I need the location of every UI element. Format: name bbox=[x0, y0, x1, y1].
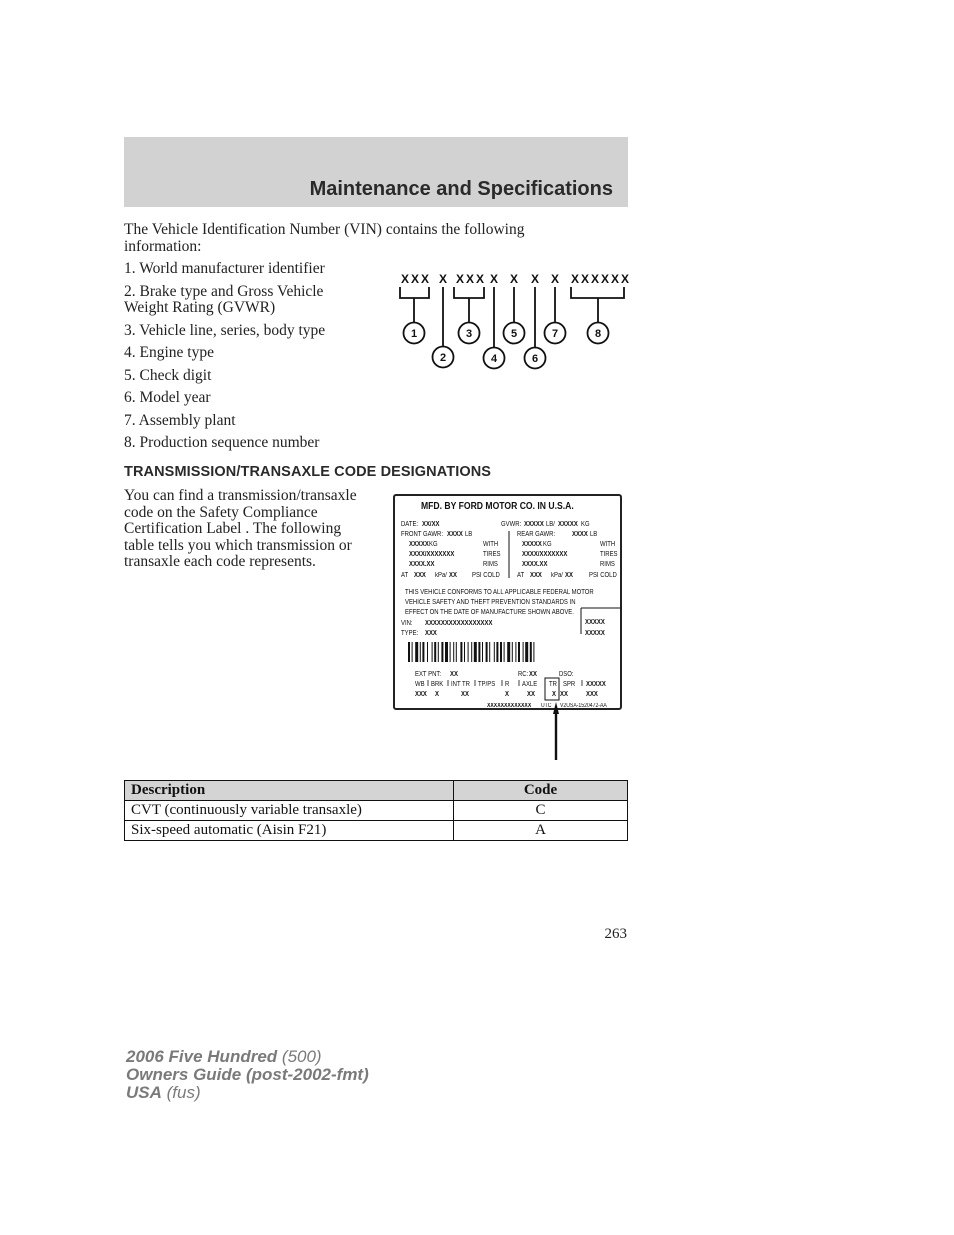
column-header-description: Description bbox=[125, 781, 454, 801]
list-item: 5. Check digit bbox=[124, 366, 212, 384]
label-value: XX bbox=[449, 572, 457, 579]
label-value: XX bbox=[450, 671, 458, 678]
table-row bbox=[125, 801, 628, 821]
vin-diagram bbox=[392, 268, 632, 372]
label-text: AT bbox=[517, 572, 525, 579]
label-code-header: WB bbox=[415, 681, 425, 688]
label-gvwr-value: XXXXX bbox=[558, 521, 578, 528]
label-text: RIMS bbox=[600, 561, 615, 568]
label-code-value: XX bbox=[527, 691, 535, 698]
vin-segment: XXXXXX bbox=[571, 272, 632, 286]
label-code-header: TP/PS bbox=[478, 681, 496, 688]
footer-line bbox=[126, 1084, 369, 1102]
footer-guide: Owners Guide (post-2002-fmt) bbox=[126, 1065, 369, 1084]
table-cell-code: C bbox=[454, 801, 628, 821]
label-code-value: XXX bbox=[586, 691, 598, 698]
list-item: 8. Production sequence number bbox=[124, 434, 320, 451]
callout-number: 8 bbox=[594, 328, 602, 340]
label-gvwr-value: XXXXX bbox=[524, 521, 544, 528]
label-unit: KG bbox=[581, 521, 590, 528]
label-unit: kPa/ bbox=[435, 572, 447, 579]
label-code-value: X bbox=[552, 691, 556, 698]
label-type: TYPE: bbox=[401, 630, 419, 637]
list-item: 4. Engine type bbox=[124, 344, 214, 361]
label-code-header: INT TR bbox=[451, 681, 470, 688]
label-ext-paint: EXT PNT: bbox=[415, 671, 442, 678]
label-unit: KG bbox=[543, 541, 552, 548]
label-unit: LB bbox=[590, 531, 598, 538]
callout-number: 7 bbox=[551, 328, 559, 340]
footer-market: USA bbox=[126, 1083, 162, 1102]
vin-segment: XXX bbox=[401, 272, 432, 286]
label-code-header: BRK bbox=[431, 681, 444, 688]
label-tire-size: XXXX/XXXXXXX bbox=[409, 551, 455, 558]
table-cell-description: CVT (continuously variable transaxle) bbox=[125, 801, 454, 821]
label-date: DATE: bbox=[401, 521, 419, 528]
list-item: 1. World manufacturer identifier bbox=[124, 260, 325, 277]
label-text: PSI COLD bbox=[472, 572, 500, 579]
callout-number: 4 bbox=[490, 353, 498, 365]
vin-segment: XXX bbox=[456, 272, 487, 286]
label-code-header-tr: TR bbox=[549, 681, 557, 688]
footer-model: 2006 Five Hundred bbox=[126, 1047, 278, 1066]
document-footer bbox=[126, 1048, 369, 1102]
label-code-ticks bbox=[393, 494, 622, 710]
vin-segment: X bbox=[490, 272, 501, 286]
label-rc: RC: bbox=[518, 671, 529, 678]
label-front-gawr: FRONT GAWR: bbox=[401, 531, 443, 538]
callout-number: 6 bbox=[531, 353, 539, 365]
label-code-header: AXLE bbox=[522, 681, 538, 688]
certification-label bbox=[393, 494, 622, 710]
label-code-header: R bbox=[505, 681, 510, 688]
label-value: XXXX bbox=[447, 531, 463, 538]
callout-number: 3 bbox=[465, 328, 473, 340]
label-value: XX bbox=[529, 671, 537, 678]
transmission-heading: TRANSMISSION/TRANSAXLE CODE DESIGNATIONS bbox=[124, 464, 492, 480]
label-part-number: V2USA-1520472-AA bbox=[560, 703, 607, 709]
label-unit: LB bbox=[465, 531, 473, 538]
vin-list bbox=[124, 261, 364, 458]
label-text: TIRES bbox=[600, 551, 618, 558]
label-unit: LB/ bbox=[546, 521, 555, 528]
label-date-value: XX/XX bbox=[422, 521, 440, 528]
vin-segment: X bbox=[510, 272, 521, 286]
label-code-value: X bbox=[505, 691, 509, 698]
label-unit: kPa/ bbox=[551, 572, 563, 579]
label-unit: KG bbox=[429, 541, 438, 548]
label-value: XXX bbox=[530, 572, 542, 579]
label-value: XXXXX bbox=[585, 630, 605, 637]
footer-line bbox=[126, 1048, 369, 1066]
vin-segment: X bbox=[439, 272, 450, 286]
vin-segment: X bbox=[531, 272, 542, 286]
label-code-header: SPR bbox=[563, 681, 576, 688]
label-code-value: XXX bbox=[415, 691, 427, 698]
label-bottom-code: XXXXXXXXXXXXX bbox=[487, 703, 532, 709]
label-value: XXXXX bbox=[409, 541, 429, 548]
column-header-code: Code bbox=[454, 781, 628, 801]
label-conformity-line: EFFECT ON THE DATE OF MANUFACTURE SHOWN ABOVE. bbox=[405, 609, 574, 616]
list-item: 2. Brake type and Gross Vehicle Weight Rating (GVWR) bbox=[124, 282, 324, 316]
label-vin-value: XXXXXXXXXXXXXXXXX bbox=[425, 620, 493, 627]
label-type-value: XXX bbox=[425, 630, 437, 637]
table-cell-code: A bbox=[454, 821, 628, 841]
footer-line bbox=[126, 1066, 369, 1084]
list-item: 7. Assembly plant bbox=[124, 411, 236, 429]
table-cell-description: Six-speed automatic (Aisin F21) bbox=[125, 821, 454, 841]
callout-number: 5 bbox=[510, 328, 518, 340]
vin-segment: X bbox=[551, 272, 562, 286]
intro-paragraph: The Vehicle Identification Number (VIN) contains the following information: bbox=[124, 221, 525, 255]
label-vin: VIN: bbox=[401, 620, 413, 627]
table-header-row bbox=[125, 781, 628, 801]
label-value: XXXXX bbox=[522, 541, 542, 548]
page-title: Maintenance and Specifications bbox=[309, 178, 613, 200]
label-gvwr: GVWR: bbox=[501, 521, 522, 528]
list-item: 3. Vehicle line, series, body type bbox=[124, 321, 326, 339]
label-code-value: XX bbox=[461, 691, 469, 698]
label-rear-gawr: REAR GAWR: bbox=[517, 531, 556, 538]
section-header-band bbox=[124, 137, 628, 207]
list-item: 6. Model year bbox=[124, 389, 211, 406]
label-text: TIRES bbox=[483, 551, 501, 558]
label-conformity-line: VEHICLE SAFETY AND THEFT PREVENTION STANDARDS IN bbox=[405, 599, 576, 606]
callout-number: 1 bbox=[410, 328, 418, 340]
label-text: PSI COLD bbox=[589, 572, 617, 579]
certification-label-illustration bbox=[393, 494, 622, 710]
label-value: XXXXX bbox=[585, 619, 605, 626]
label-value: XX bbox=[565, 572, 573, 579]
label-value: XXXX bbox=[572, 531, 588, 538]
label-code-value: X bbox=[435, 691, 439, 698]
callout-number: 2 bbox=[439, 352, 447, 364]
label-text: AT bbox=[401, 572, 409, 579]
label-text: WITH bbox=[483, 541, 499, 548]
label-code-value: XX bbox=[560, 691, 568, 698]
label-conformity-line: THIS VEHICLE CONFORMS TO ALL APPLICABLE FEDERAL MOTOR bbox=[405, 589, 594, 596]
transmission-paragraph: You can find a transmission/transaxle code on the Safety Compliance Certification Label . The following table tells you which transmission or transaxle each code represents. bbox=[124, 487, 357, 570]
label-text: WITH bbox=[600, 541, 616, 548]
label-dso: DSO: bbox=[559, 671, 574, 678]
label-manufacturer: MFD. BY FORD MOTOR CO. IN U.S.A. bbox=[421, 500, 574, 512]
label-tire-size: XXXX/XXXXXXX bbox=[522, 551, 568, 558]
label-rim-size: XXXX.XX bbox=[409, 561, 435, 568]
arrow-up-icon bbox=[553, 702, 559, 760]
label-rim-size: XXXX.XX bbox=[522, 561, 548, 568]
label-value: XXXXX bbox=[586, 681, 606, 688]
label-utc: UTC bbox=[541, 703, 552, 709]
label-text: RIMS bbox=[483, 561, 498, 568]
page-number: 263 bbox=[604, 926, 627, 942]
table-row bbox=[125, 821, 628, 841]
transmission-code-table bbox=[124, 780, 628, 841]
label-value: XXX bbox=[414, 572, 426, 579]
footer-market-code: (fus) bbox=[166, 1083, 201, 1102]
footer-model-code: (500) bbox=[281, 1047, 322, 1066]
